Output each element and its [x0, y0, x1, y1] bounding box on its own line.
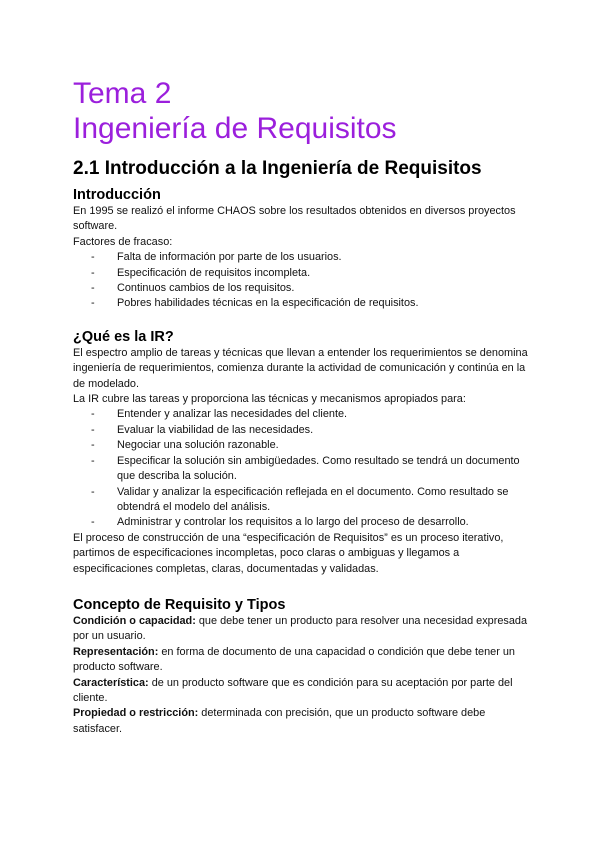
- list-item: - Validar y analizar la especificación reflejada en el documento. Como resultado se obtendrá el modelo del análisis.: [91, 485, 528, 516]
- concepto-term: Propiedad o restricción:: [73, 707, 199, 720]
- intro-paragraph: En 1995 se realizó el informe CHAOS sobre los resultados obtenidos en diversos proyectos software.: [73, 205, 516, 233]
- concepto-text: determinada con precisión, que un producto software debe satisfacer.: [73, 707, 486, 735]
- list-item: - Especificación de requisitos incompleta.: [91, 266, 528, 281]
- ir-paragraph-1: El espectro amplio de tareas y técnicas que llevan a entender los requerimientos se denomina ingeniería de requerimientos, comienza durante la actividad de comunicación y continúa en la de modelado.: [73, 346, 528, 390]
- concepto-text: en forma de documento de una capacidad o condición que debe tener un producto software.: [73, 645, 515, 674]
- section-title: 2.1 Introducción a la Ingeniería de Requisitos: [73, 158, 482, 179]
- concepto-text: que debe tener un producto para resolver una necesidad expresada por un usuario.: [73, 614, 528, 643]
- ir-paragraph-2: La IR cubre las tareas y proporciona las técnicas y mecanismos apropiados para:: [73, 393, 466, 406]
- concepto-item: [73, 614, 528, 645]
- list-item: - Evaluar la viabilidad de las necesidades.: [91, 423, 528, 438]
- concepto-term: Representación:: [73, 645, 159, 658]
- concepto-heading: Concepto de Requisito y Tipos: [73, 596, 286, 613]
- factors-list: [73, 250, 528, 312]
- list-item: - Entender y analizar las necesidades del cliente.: [91, 407, 528, 422]
- concepto-term: Característica:: [73, 676, 149, 689]
- concepto-item: [73, 706, 528, 737]
- concepto-item: [73, 676, 528, 707]
- concepto-item: [73, 645, 528, 676]
- ir-tasks-list: [73, 407, 528, 530]
- title-line-1: Tema 2: [73, 77, 172, 110]
- list-item: - Especificar la solución sin ambigüedades. Como resultado se tendrá un documento que describa la solución.: [91, 454, 528, 485]
- title-line-2: Ingeniería de Requisitos: [73, 112, 397, 145]
- list-item: - Falta de información por parte de los usuarios.: [91, 250, 528, 265]
- list-item: - Negociar una solución razonable.: [91, 438, 528, 453]
- list-item: - Pobres habilidades técnicas en la especificación de requisitos.: [91, 296, 528, 311]
- list-item: - Continuos cambios de los requisitos.: [91, 281, 528, 296]
- ir-paragraph-3: El proceso de construcción de una “especificación de Requisitos” es un proceso iterativo, partimos de especificaciones incompletas, poco claras o ambiguas y llegamos a especificaciones completas, claras, documentadas y validadas.: [73, 531, 504, 575]
- list-item: - Administrar y controlar los requisitos a lo largo del proceso de desarrollo.: [91, 515, 528, 530]
- intro-heading: Introducción: [73, 187, 161, 203]
- document-page: [73, 0, 528, 737]
- factors-label: Factores de fracaso:: [73, 235, 173, 248]
- concepto-term: Condición o capacidad:: [73, 614, 196, 627]
- ir-heading: ¿Qué es la IR?: [73, 328, 174, 345]
- concepto-text: de un producto software que es condición para su aceptación por parte del cliente.: [73, 676, 513, 704]
